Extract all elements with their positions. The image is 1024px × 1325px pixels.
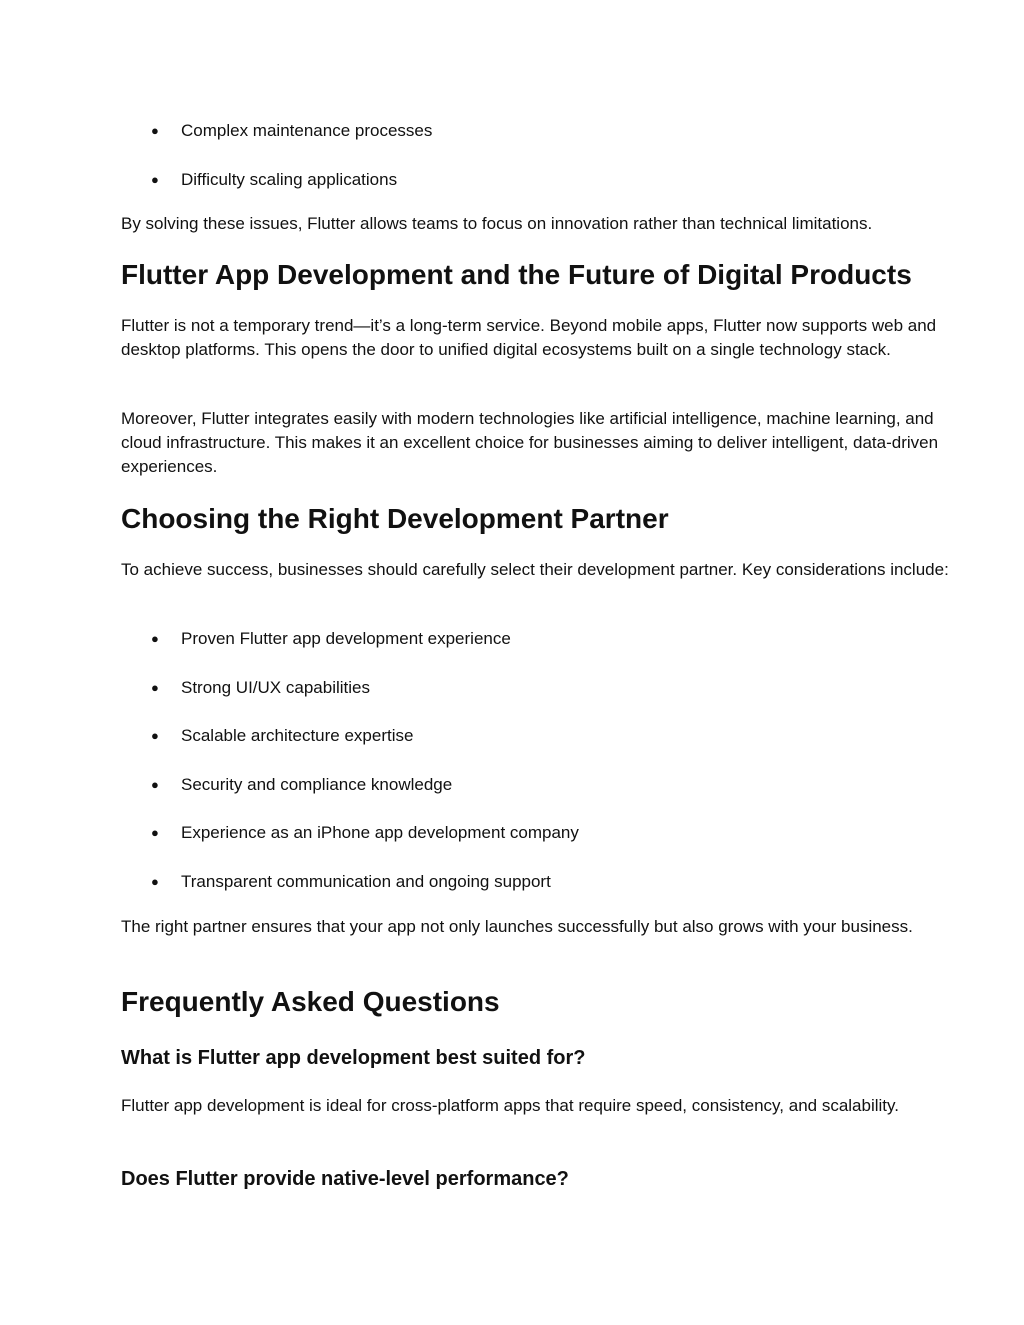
bullet-icon: ● (151, 728, 159, 743)
bullet-icon: ● (151, 123, 159, 138)
list-item: ● Transparent communication and ongoing support (121, 870, 951, 894)
bullet-icon: ● (151, 631, 159, 646)
section-heading-future: Flutter App Development and the Future of Digital Products (121, 259, 912, 290)
list-item: ● Proven Flutter app development experience (121, 627, 951, 651)
bullet-icon: ● (151, 777, 159, 792)
list-item: ● Complex maintenance processes (121, 119, 951, 143)
list-item: ● Experience as an iPhone app development company (121, 821, 951, 845)
section-heading-partner: Choosing the Right Development Partner (121, 503, 669, 534)
faq-question-1: What is Flutter app development best suited for? (121, 1047, 586, 1069)
future-paragraph-2: Moreover, Flutter integrates easily with modern technologies like artificial intelligence, machine learning, and cloud infrastructure. This makes it an excellent choice for businesses aiming to deliver intelligent, data-driven experiences. (121, 409, 939, 476)
partner-intro: To achieve success, businesses should carefully select their development partner. Key considerations include: (121, 560, 949, 579)
list-item: ● Strong UI/UX capabilities (121, 676, 951, 700)
intro-conclusion: By solving these issues, Flutter allows teams to focus on innovation rather than technical limitations. (121, 214, 873, 233)
list-item: ● Scalable architecture expertise (121, 724, 951, 748)
section-heading-faq: Frequently Asked Questions (121, 986, 500, 1017)
bullet-icon: ● (151, 172, 159, 187)
partner-conclusion: The right partner ensures that your app not only launches successfully but also grows with your business. (121, 917, 913, 936)
faq-question-2: Does Flutter provide native-level performance? (121, 1168, 569, 1190)
bullet-icon: ● (151, 874, 159, 889)
list-item: ● Security and compliance knowledge (121, 773, 951, 797)
list-item: ● Difficulty scaling applications (121, 168, 951, 192)
bullet-icon: ● (151, 825, 159, 840)
faq-answer-1: Flutter app development is ideal for cross-platform apps that require speed, consistency, and scalability. (121, 1096, 899, 1115)
future-paragraph-1: Flutter is not a temporary trend—it’s a long-term service. Beyond mobile apps, Flutter now supports web and desktop platforms. This opens the door to unified digital ecosystems built on a single technology stack. (121, 316, 937, 359)
bullet-icon: ● (151, 680, 159, 695)
